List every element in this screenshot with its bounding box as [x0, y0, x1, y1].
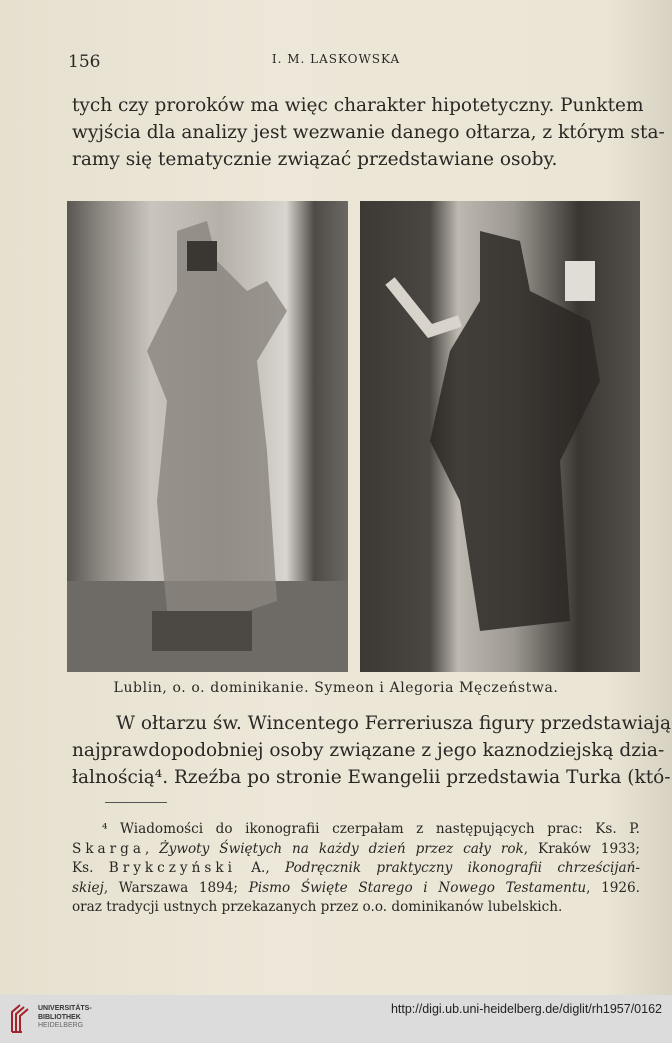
text-line: ramy się tematycznie związać przedstawiane osoby.	[72, 149, 558, 170]
paragraph-1	[72, 92, 665, 173]
footnote-text: , Kraków 1933;	[523, 840, 640, 857]
figure-caption: Lublin, o. o. dominikanie. Symeon i Alegoria Męczeństwa.	[113, 680, 559, 696]
footnote-line	[72, 879, 640, 899]
footnote-marker: ⁴	[102, 821, 108, 837]
footnote-line	[72, 840, 640, 860]
text-line: najprawdopodobniej osoby związane z jego kaznodziejską dzia-	[72, 740, 665, 761]
footnote-divider	[105, 802, 167, 803]
text-line: W ołtarzu św. Wincentego Ferreriusza figury przedstawiają	[116, 713, 671, 734]
footnote-text: Ks.	[72, 860, 109, 876]
footnote-text: , 1926.	[586, 879, 640, 896]
footnote-text: , Warszawa 1894;	[103, 879, 249, 896]
author-name: Brykczyński	[108, 860, 236, 876]
photo-symeon-statue	[67, 201, 348, 672]
library-name	[38, 1005, 92, 1031]
library-logo-icon	[8, 1002, 34, 1034]
book-title: Żywoty Świętych na każdy dzień przez cały rok	[159, 840, 524, 857]
photo-allegory-of-martyrdom	[360, 201, 640, 672]
text-line: tych czy proroków ma więc charakter hipotetyczny. Punktem	[72, 95, 644, 116]
footnote-text: A.,	[235, 860, 285, 876]
library-name-line: UNIVERSITÄTS-	[38, 1005, 92, 1012]
footnote-text: Wiadomości do ikonografii czerpałam z następujących prac: Ks. P.	[120, 821, 640, 837]
running-head: I. M. LASKOWSKA	[271, 52, 401, 66]
book-title: skiej	[72, 879, 104, 896]
book-title: Podręcznik praktyczny ikonografii chrześcijań-	[284, 860, 640, 876]
author-name: Skarga	[72, 840, 145, 857]
permalink-url[interactable]: http://digi.ub.uni-heidelberg.de/diglit/rh1957/0162	[390, 1002, 662, 1016]
footnote-line	[72, 859, 640, 879]
footnote-line: oraz tradycji ustnych przekazanych przez o.o. dominikanów lubelskich.	[72, 899, 563, 915]
book-title: Pismo Święte Starego i Nowego Testamentu	[248, 879, 587, 896]
library-name-line: BIBLIOTHEK	[38, 1013, 81, 1021]
footnote-line	[72, 820, 640, 840]
footnote	[72, 820, 640, 918]
footnote-text: ,	[144, 840, 160, 857]
library-footer	[0, 995, 672, 1043]
paragraph-2	[72, 710, 671, 791]
text-line: wyjścia dla analizy jest wezwanie danego ołtarza, z którym sta-	[72, 122, 665, 143]
page-number: 156	[68, 52, 101, 72]
library-name-line: HEIDELBERG	[38, 1022, 84, 1029]
text-line: łalnością⁴. Rzeźba po stronie Ewangelii przedstawia Turka (któ-	[72, 767, 671, 788]
